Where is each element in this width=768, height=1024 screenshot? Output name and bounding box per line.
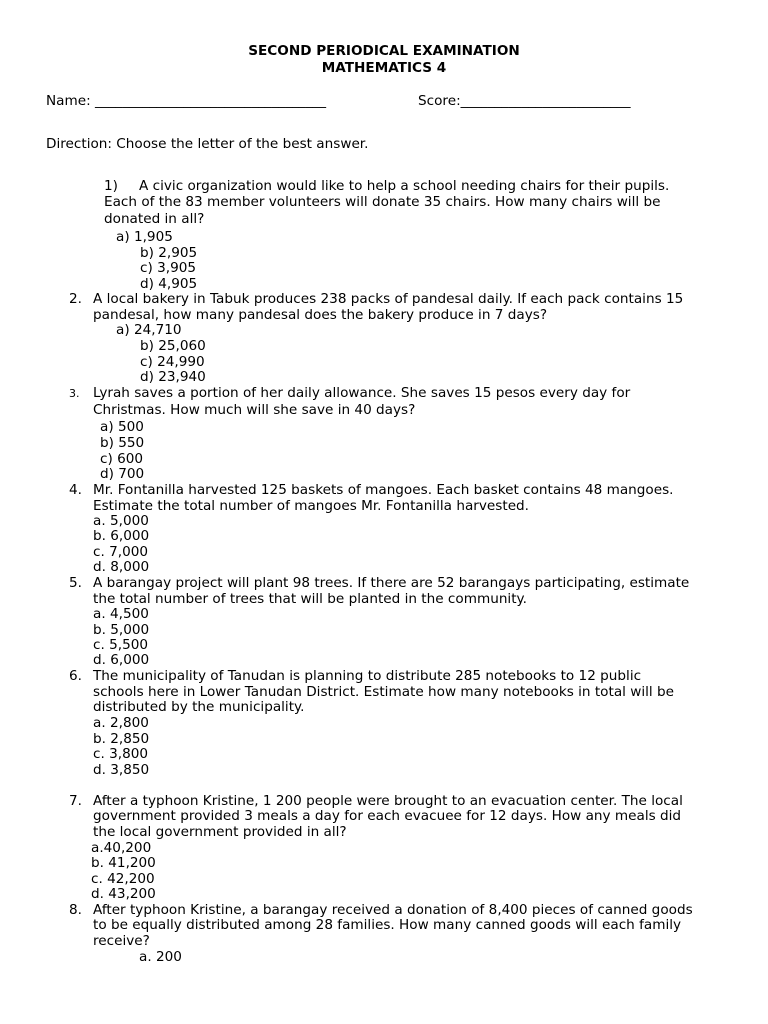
choice-b: b) 550 (100, 435, 145, 451)
question-text-line: A local bakery in Tabuk produces 238 packs of pandesal daily. If each pack contains 15 (93, 291, 684, 307)
choice-a: a. 5,000 (93, 513, 149, 529)
choice-a: a.40,200 (91, 840, 152, 856)
question-text-line: distributed by the municipality. (93, 699, 305, 715)
choice-c: c. 42,200 (91, 871, 155, 887)
choice-b: b. 6,000 (93, 528, 150, 544)
choice-b: b. 41,200 (91, 855, 156, 871)
direction-text: Direction: Choose the letter of the best answer. (46, 136, 369, 152)
question-text-line: A barangay project will plant 98 trees. If there are 52 barangays participating, estimate (93, 575, 690, 591)
choice-c: c) 3,905 (140, 260, 197, 276)
choice-d: d) 700 (100, 466, 145, 482)
question-number: 2. (69, 291, 82, 307)
choice-d: d. 6,000 (93, 652, 150, 668)
choice-d: d. 3,850 (93, 762, 150, 778)
choice-b: b. 2,850 (93, 731, 150, 747)
choice-c: c. 3,800 (93, 746, 149, 762)
question-number: 7. (69, 793, 82, 809)
question-number: 4. (69, 482, 82, 498)
question-text-line: The municipality of Tanudan is planning to distribute 285 notebooks to 12 public (93, 668, 642, 684)
choice-a: a. 4,500 (93, 606, 149, 622)
choice-c: c. 5,500 (93, 637, 149, 653)
name-field: Name: __________________________________ (46, 93, 327, 109)
choice-c: c) 24,990 (140, 354, 205, 370)
score-field: Score:_________________________ (418, 93, 631, 109)
question-number: 6. (69, 668, 82, 684)
choice-d: d. 8,000 (93, 559, 150, 575)
question-text-line: Each of the 83 member volunteers will donate 35 chairs. How many chairs will be (104, 194, 661, 210)
choice-c: c. 7,000 (93, 544, 149, 560)
question-number: 1) (104, 178, 118, 194)
question-text-line: government provided 3 meals a day for each evacuee for 12 days. How any meals did (93, 808, 682, 824)
question-text-line: Estimate the total number of mangoes Mr. Fontanilla harvested. (93, 498, 530, 514)
choice-d: d) 23,940 (140, 369, 206, 385)
question-text-line: Christmas. How much will she save in 40 days? (93, 402, 416, 418)
question-text-line: the total number of trees that will be planted in the community. (93, 591, 527, 607)
question-text-line: donated in all? (104, 211, 205, 227)
choice-a: a) 1,905 (116, 229, 173, 245)
choice-a: a) 24,710 (116, 322, 182, 338)
question-number: 8. (69, 902, 82, 918)
question-text-line: After typhoon Kristine, a barangay received a donation of 8,400 pieces of canned goods (93, 902, 693, 918)
question-text-line: Mr. Fontanilla harvested 125 baskets of mangoes. Each basket contains 48 mangoes. (93, 482, 674, 498)
choice-d: d) 4,905 (140, 276, 198, 292)
exam-title: SECOND PERIODICAL EXAMINATION (248, 43, 520, 59)
choice-b: b) 2,905 (140, 245, 198, 261)
choice-b: b) 25,060 (140, 338, 206, 354)
choice-a: a) 500 (100, 419, 144, 435)
question-text-line: receive? (93, 933, 150, 949)
choice-d: d. 43,200 (91, 886, 156, 902)
question-text-line: pandesal, how many pandesal does the bakery produce in 7 days? (93, 307, 548, 323)
choice-a: a. 2,800 (93, 715, 149, 731)
question-text-line: the local government provided in all? (93, 824, 347, 840)
choice-c: c) 600 (100, 451, 144, 467)
question-text-line: to be equally distributed among 28 families. How many canned goods will each family (93, 917, 682, 933)
choice-b: b. 5,000 (93, 622, 150, 638)
question-text-line: After a typhoon Kristine, 1 200 people were brought to an evacuation center. The local (93, 793, 683, 809)
exam-subtitle: MATHEMATICS 4 (321, 60, 447, 76)
choice-a: a. 200 (139, 949, 182, 965)
question-number: 3. (69, 387, 80, 400)
question-number: 5. (69, 575, 82, 591)
question-text-line: Lyrah saves a portion of her daily allowance. She saves 15 pesos every day for (93, 385, 631, 401)
question-text-line: schools here in Lower Tanudan District. Estimate how many notebooks in total will be (93, 684, 675, 700)
question-text-line: A civic organization would like to help a school needing chairs for their pupils. (139, 178, 670, 194)
